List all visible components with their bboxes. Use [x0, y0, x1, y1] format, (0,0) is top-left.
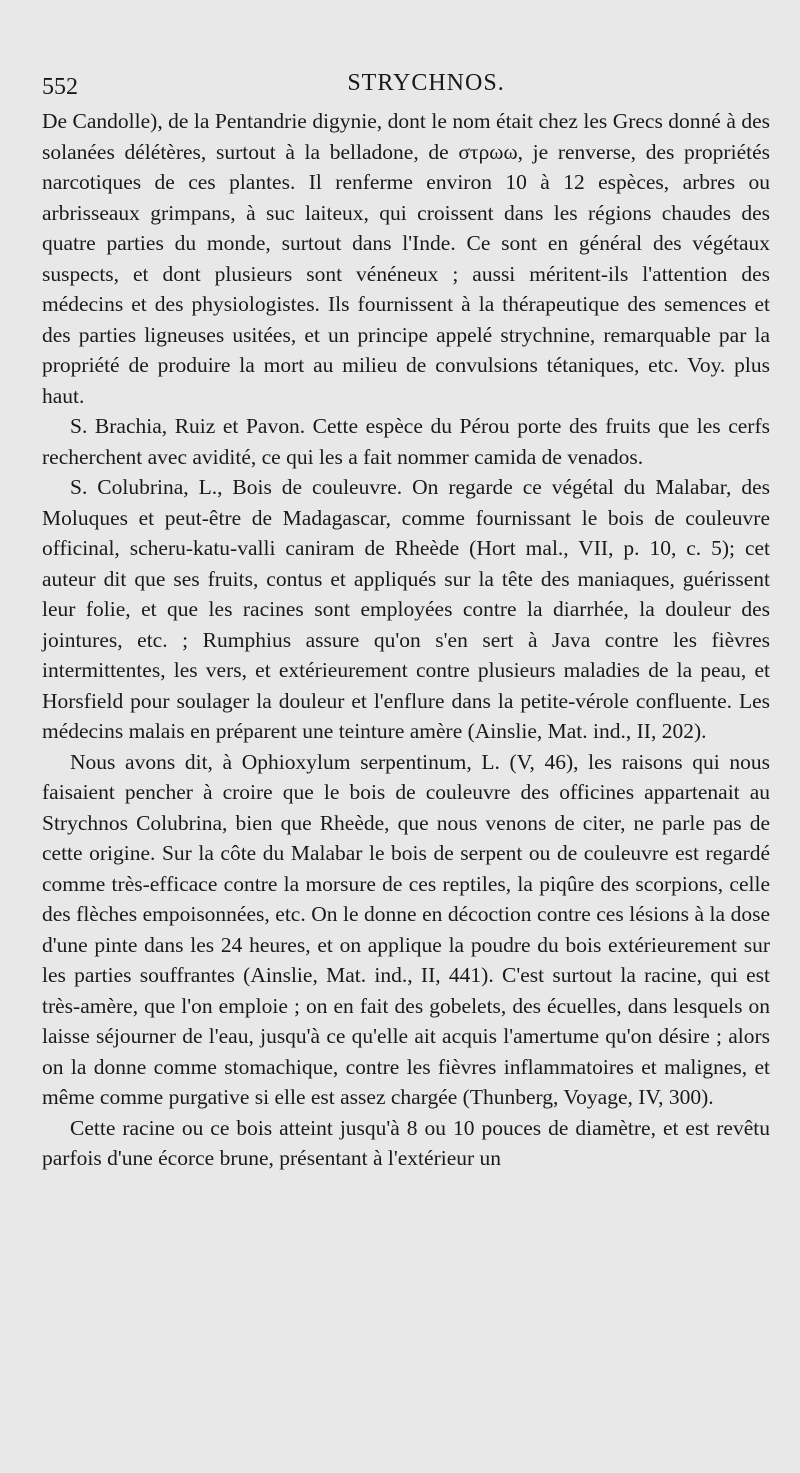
page-number: 552 [42, 74, 78, 100]
body-text [42, 106, 770, 1174]
paragraph-colubrina: S. Colubrina, L., Bois de couleuvre. On regarde ce végétal du Malabar, des Moluques et peut-être de Madagascar, comme fournissant le bois de couleuvre officinal, scheru-katu-valli caniram de Rheède (Hort mal., VII, p. 10, c. 5); cet auteur dit que ses fruits, contus et appliqués sur la tête des maniaques, guérissent leur folie, et que les racines sont employées contre la diarrhée, la douleur des jointures, etc. ; Rumphius assure qu'on s'en sert à Java contre les fièvres intermittentes, les vers, et extérieurement contre plusieurs maladies de la peau, et Horsfield pour soulager la douleur et l'enflure dans la petite-vérole confluente. Les médecins malais en préparent une teinture amère (Ainslie, Mat. ind., II, 202). [42, 475, 770, 743]
paragraph-intro: De Candolle), de la Pentandrie digynie, dont le nom était chez les Grecs donné à des solanées délétères, surtout à la belladone, de στρωω, je renverse, des propriétés narcotiques de ces plantes. Il renferme environ 10 à 12 espèces, arbres ou arbrisseaux grimpans, à suc laiteux, qui croissent dans les régions chaudes des quatre parties du monde, surtout dans l'Inde. Ce sont en général des végétaux suspects, et dont plusieurs sont vénéneux ; aussi méritent-ils l'attention des médecins et des physiologistes. Ils fournissent à la thérapeutique des semences et des parties ligneuses usitées, et un principe appelé strychnine, remarquable par la propriété de produire la mort au milieu de convulsions tétaniques, etc. Voy. plus haut. [42, 109, 770, 408]
paragraph-ophioxylum: Nous avons dit, à Ophioxylum serpentinum, L. (V, 46), les raisons qui nous faisaient pencher à croire que le bois de couleuvre des officines appartenait au Strychnos Colubrina, bien que Rheède, que nous venons de citer, ne parle pas de cette origine. Sur la côte du Malabar le bois de serpent ou de couleuvre est regardé comme très-efficace contre la morsure de ces reptiles, la piqûre des scorpions, celle des flèches empoisonnées, etc. On le donne en décoction contre ces lésions à la dose d'une pinte dans les 24 heures, et on applique la poudre du bois extérieurement sur les parties souffrantes (Ainslie, Mat. ind., II, 441). C'est surtout la racine, qui est très-amère, que l'on emploie ; on en fait des gobelets, des écuelles, dans lesquels on laisse séjourner de l'eau, jusqu'à ce qu'elle ait acquis l'amertume qu'on désire ; alors on la donne comme stomachique, contre les fièvres inflammatoires et malignes, et même comme purgative si elle est assez chargée (Thunberg, Voyage, IV, 300). [42, 749, 770, 1109]
running-head [42, 64, 770, 106]
paragraph-brachia: S. Brachia, Ruiz et Pavon. Cette espèce du Pérou porte des fruits que les cerfs recherchent avec avidité, ce qui les a fait nommer camida de venados. [42, 414, 770, 469]
paragraph-racine: Cette racine ou ce bois atteint jusqu'à 8 ou 10 pouces de diamètre, et est revêtu parfois d'une écorce brune, présentant à l'extérieur un [42, 1115, 770, 1170]
running-title: STRYCHNOS. [347, 70, 505, 96]
